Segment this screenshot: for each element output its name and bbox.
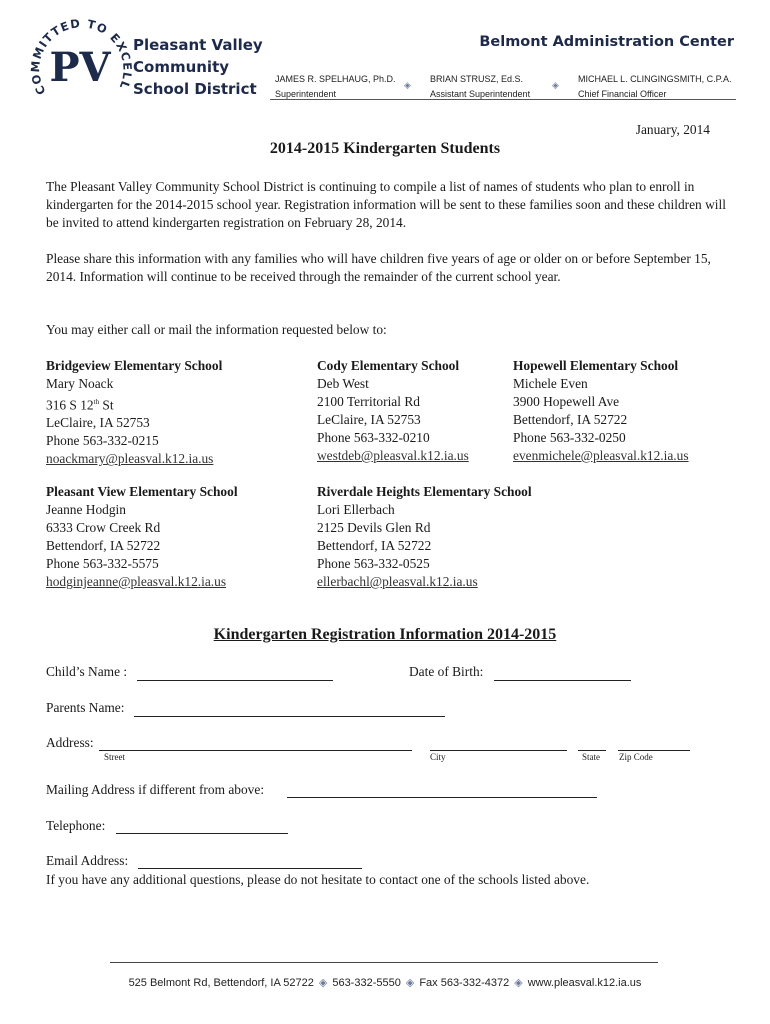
officer-name: JAMES R. SPELHAUG, Ph.D.	[275, 74, 396, 84]
school-hopewell	[513, 357, 689, 465]
paragraph-contact: You may either call or mail the information requested below to:	[46, 322, 387, 337]
closing-note: If you have any additional questions, please do not hesitate to contact one of the schools listed above.	[46, 872, 590, 887]
school-street: 2100 Territorial Rd	[317, 394, 420, 409]
officer-title: Chief Financial Officer	[578, 89, 667, 99]
telephone-label: Telephone:	[46, 818, 106, 833]
school-phone: Phone 563-332-5575	[46, 556, 159, 571]
email-address-label: Email Address:	[46, 853, 129, 868]
mailing-address-label: Mailing Address if different from above:	[46, 782, 265, 797]
school-name: Riverdale Heights Elementary School	[317, 484, 532, 499]
dob-label: Date of Birth:	[409, 664, 484, 679]
paragraph-intro: The Pleasant Valley Community School District is continuing to compile a list of names of students who plan to enroll in kindergarten for the 2014-2015 school year. Registration information will be sent to these families soon and these children will be invited to attend kindergarten registration on February 28, 2014.	[46, 179, 726, 230]
letter-title: 2014-2015 Kindergarten Students	[269, 140, 501, 157]
letter-date: January, 2014	[635, 122, 710, 137]
parents-name-field[interactable]	[134, 716, 445, 717]
school-email-link[interactable]: hodginjeanne@pleasval.k12.ia.us	[46, 574, 227, 589]
district-name-line: School District	[133, 80, 257, 98]
officer-superintendent	[275, 72, 396, 102]
school-bridgeview	[46, 357, 222, 468]
school-email-link[interactable]: noackmary@pleasval.k12.ia.us	[46, 451, 214, 467]
city-caption: City	[430, 752, 446, 762]
school-email-link[interactable]: evenmichele@pleasval.k12.ia.us	[513, 448, 689, 463]
parents-name-label: Parents Name:	[46, 700, 125, 715]
paragraph-share: Please share this information with any families who will have children five years of age or older on or before September 15, 2014. Information will continue to be received through the remainder of the current school year.	[46, 251, 711, 284]
footer-phone: 563-332-5550	[332, 977, 401, 989]
district-logo-graphic	[28, 14, 132, 118]
district-name	[133, 34, 263, 100]
school-riverdale-heights	[317, 483, 532, 591]
school-email-link[interactable]: westdeb@pleasval.k12.ia.us	[317, 448, 469, 463]
zip-caption: Zip Code	[619, 752, 653, 762]
separator-diamond-icon: ◈	[552, 80, 559, 90]
form-title: Kindergarten Registration Information 2014-2015	[213, 626, 557, 643]
header-divider	[270, 99, 736, 100]
footer-website-link[interactable]: www.pleasval.k12.ia.us	[527, 977, 642, 989]
school-contact: Michele Even	[513, 376, 588, 391]
officer-name: MICHAEL L. CLINGINGSMITH, C.P.A.	[578, 74, 732, 84]
school-street: 6333 Crow Creek Rd	[46, 520, 161, 535]
school-name: Cody Elementary School	[317, 358, 460, 373]
footer-fax: Fax 563-332-4372	[419, 977, 510, 989]
officer-name: BRIAN STRUSZ, Ed.S.	[430, 74, 524, 84]
telephone-field[interactable]	[116, 833, 288, 834]
footer-contact	[0, 976, 770, 989]
school-city: Bettendorf, IA 52722	[513, 412, 628, 427]
officer-assistant-superintendent	[430, 72, 530, 102]
school-city: Bettendorf, IA 52722	[317, 538, 432, 553]
school-street: 316 S 12th St	[46, 397, 114, 413]
separator-diamond-icon: ◈	[405, 977, 415, 989]
school-contact: Deb West	[317, 376, 369, 391]
state-caption: State	[582, 752, 600, 762]
street-caption: Street	[104, 752, 125, 762]
school-name: Bridgeview Elementary School	[46, 358, 223, 373]
school-city: LeClaire, IA 52753	[46, 415, 150, 431]
footer-address: 525 Belmont Rd, Bettendorf, IA 52722	[128, 977, 314, 989]
school-city: LeClaire, IA 52753	[317, 412, 421, 427]
district-name-line: Community	[133, 58, 230, 76]
school-city: Bettendorf, IA 52722	[46, 538, 161, 553]
city-field[interactable]	[430, 750, 567, 751]
district-name-line: Pleasant Valley	[133, 36, 263, 54]
mailing-address-field[interactable]	[287, 797, 597, 798]
school-contact: Mary Noack	[46, 376, 114, 391]
child-name-label: Child’s Name :	[46, 664, 128, 679]
logo-ring-text: COMMITTED TO EX L	[28, 16, 132, 98]
separator-diamond-icon: ◈	[318, 977, 328, 989]
zip-field[interactable]	[618, 750, 690, 751]
school-phone: Phone 563-332-0210	[317, 430, 430, 445]
school-street: 3900 Hopewell Ave	[513, 394, 620, 409]
address-label: Address:	[46, 735, 94, 750]
school-phone: Phone 563-332-0525	[317, 556, 430, 571]
officer-title: Assistant Superintendent	[430, 89, 531, 99]
school-name: Hopewell Elementary School	[513, 358, 679, 373]
separator-diamond-icon: ◈	[514, 977, 523, 989]
dob-field[interactable]	[494, 680, 631, 681]
school-contact: Lori Ellerbach	[317, 502, 395, 517]
school-cody	[317, 357, 469, 465]
school-name: Pleasant View Elementary School	[46, 484, 238, 499]
logo-initials: PV	[49, 44, 111, 91]
state-field[interactable]	[578, 750, 606, 751]
district-logo	[28, 14, 132, 118]
school-pleasant-view	[46, 483, 238, 591]
school-phone: Phone 563-332-0215	[46, 433, 159, 449]
school-phone: Phone 563-332-0250	[513, 430, 626, 445]
separator-diamond-icon: ◈	[404, 80, 411, 90]
child-name-field[interactable]	[137, 680, 333, 681]
admin-center-title: Belmont Administration Center	[479, 34, 734, 50]
school-street: 2125 Devils Glen Rd	[317, 520, 431, 535]
footer-divider	[110, 962, 658, 963]
email-address-field[interactable]	[138, 868, 362, 869]
street-field[interactable]	[99, 750, 412, 751]
school-email-link[interactable]: ellerbachl@pleasval.k12.ia.us	[317, 574, 478, 589]
school-contact: Jeanne Hodgin	[46, 502, 126, 517]
officer-cfo	[578, 72, 732, 102]
officer-title: Superintendent	[275, 89, 337, 99]
